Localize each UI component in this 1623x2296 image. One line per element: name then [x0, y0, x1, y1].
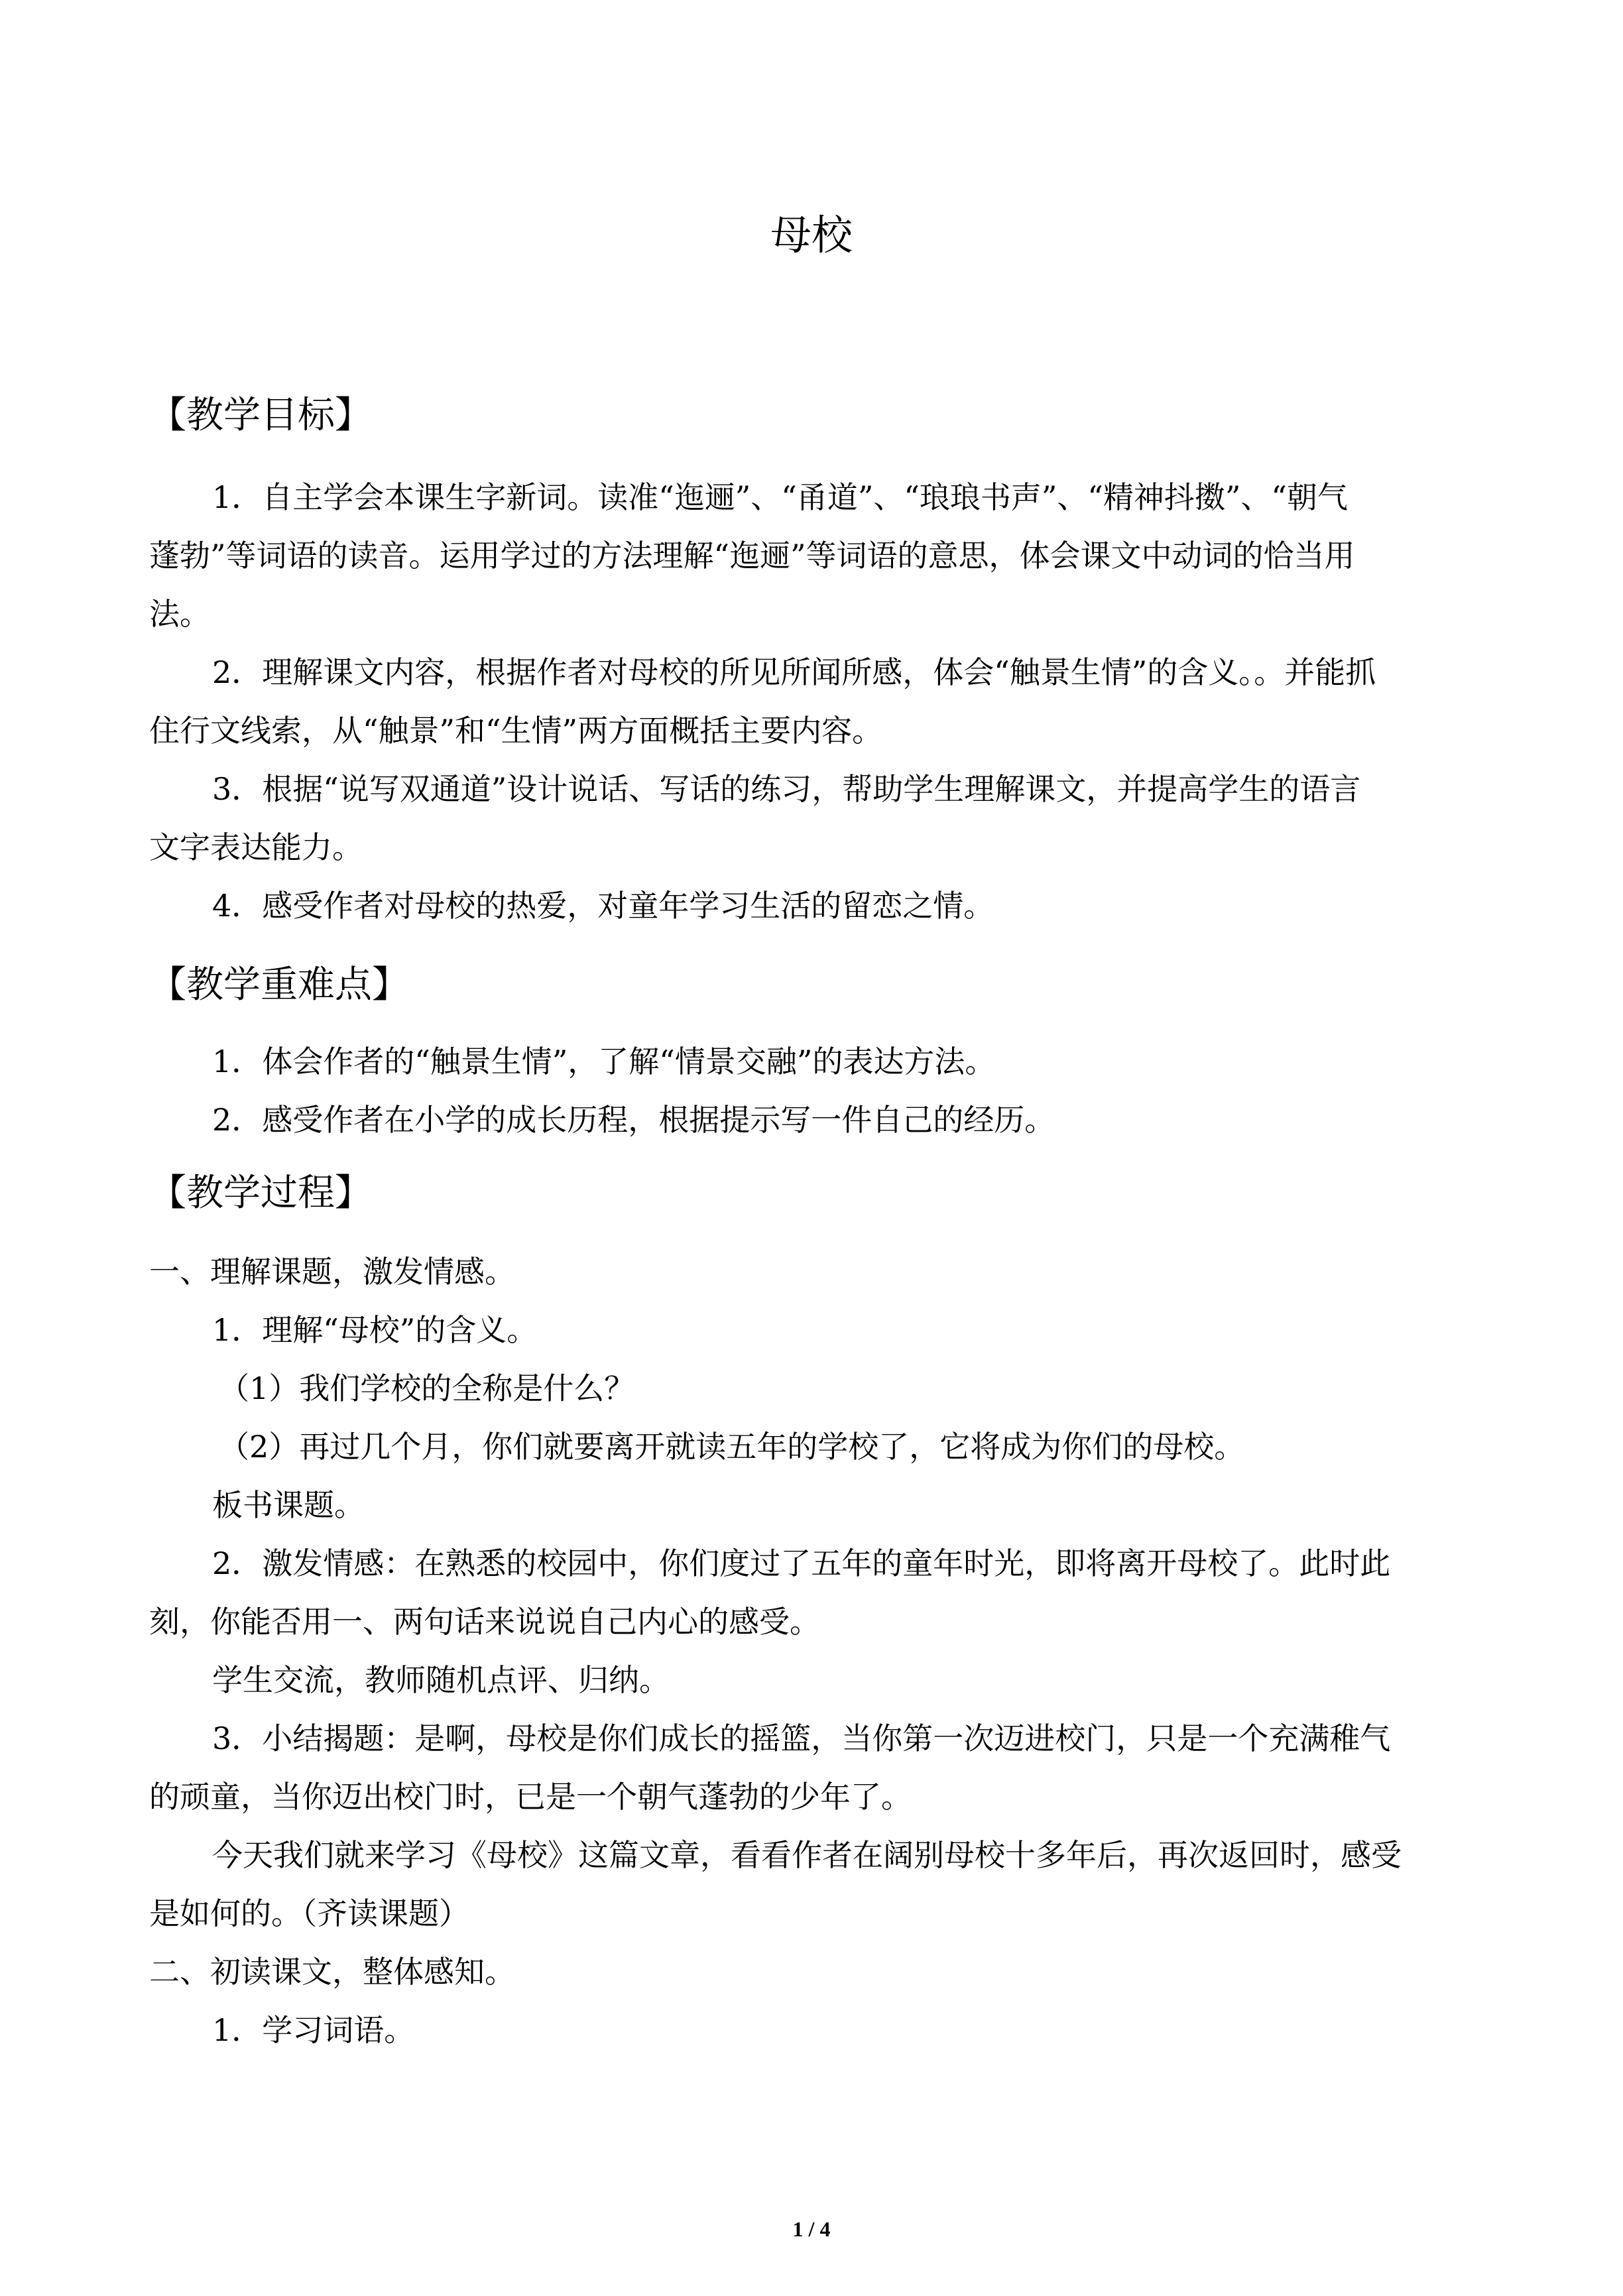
paragraph-line: 学生交流，教师随机点评、归纳。 — [212, 1662, 670, 1698]
paragraph-line: （1）我们学校的全称是什么？ — [219, 1370, 635, 1406]
paragraph-line: （2）再过几个月，你们就要离开就读五年的学校了，它将成为你们的母校。 — [219, 1429, 1245, 1465]
page-number: 1 / 4 — [792, 2217, 831, 2241]
paragraph-line: 2．激发情感：在熟悉的校园中，你们度过了五年的童年时光，即将离开母校了。此时此 — [212, 1545, 1391, 1581]
paragraph-line: 3．小结揭题：是啊，母校是你们成长的摇篮，当你第一次迈进校门，只是一个充满稚气 — [212, 1721, 1391, 1756]
paragraph-line: 2．理解课文内容，根据作者对母校的所见所闻所感，体会“触景生情”的含义。。并能抓 — [212, 654, 1376, 690]
paragraph-line: 一、理解课题，激发情感。 — [149, 1254, 515, 1290]
paragraph-line: 1．自主学会本课生字新词。读准“迤逦”、“甬道”、“琅琅书声”、“精神抖擞”、“朝气 — [212, 479, 1348, 515]
section-heading-process: 【教学过程】 — [149, 1172, 372, 1215]
paragraph-line: 1．学习词语。 — [212, 2012, 415, 2048]
paragraph-line: 法。 — [149, 596, 210, 632]
paragraph-line: 1．理解“母校”的含义。 — [212, 1312, 538, 1348]
paragraph-line: 1．体会作者的“触景生情”，了解“情景交融”的表达方法。 — [212, 1044, 996, 1079]
paragraph-line: 是如何的。（齐读课题） — [149, 1896, 469, 1931]
paragraph-line: 板书课题。 — [212, 1487, 365, 1523]
paragraph-line: 文字表达能力。 — [149, 829, 363, 865]
paragraph-line: 刻，你能否用一、两句话来说说自己内心的感受。 — [149, 1604, 820, 1640]
paragraph-line: 二、初读课文，整体感知。 — [149, 1954, 515, 1990]
paragraph-line: 今天我们就来学习《母校》这篇文章，看看作者在阔别母校十多年后，再次返回时，感受 — [212, 1837, 1402, 1873]
paragraph-line: 的顽童，当你迈出校门时，已是一个朝气蓬勃的少年了。 — [149, 1779, 912, 1815]
paragraph-line: 3．根据“说写双通道”设计说话、写话的练习，帮助学生理解课文，并提高学生的语言 — [212, 771, 1361, 807]
paragraph-line: 2．感受作者在小学的成长历程，根据提示写一件自己的经历。 — [212, 1102, 1055, 1138]
paragraph-line: 住行文线索，从“触景”和“生情”两方面概括主要内容。 — [149, 713, 883, 749]
section-heading-goals: 【教学目标】 — [149, 394, 372, 437]
paragraph-line: 4．感受作者对母校的热爱，对童年学习生活的留恋之情。 — [212, 888, 994, 924]
document-title: 母校 — [770, 211, 853, 259]
section-heading-key-points: 【教学重难点】 — [149, 963, 409, 1006]
paragraph-line: 蓬勃”等词语的读音。运用学过的方法理解“迤逦”等词语的意思，体会课文中动词的恰当用 — [149, 538, 1355, 574]
